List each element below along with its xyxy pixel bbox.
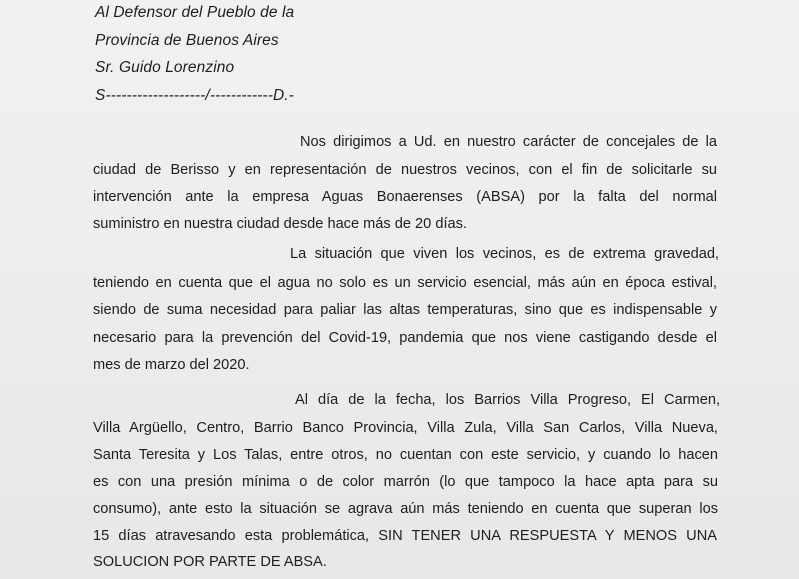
paragraph-2-line: teniendo en cuenta que el agua no solo es un servicio esencial, más aún en época estival,: [93, 275, 717, 291]
paragraph-3-line: SOLUCION POR PARTE DE ABSA.: [93, 554, 327, 570]
paragraph-3-line: Al día de la fecha, los Barrios Villa Progreso, El Carmen,: [295, 392, 720, 408]
paragraph-1-line: ciudad de Berisso y en representación de nuestros vecinos, con el fin de solicitarle su: [93, 162, 717, 178]
paragraph-2-line: necesario para la prevención del Covid-19, pandemia que nos viene castigando desde el: [93, 330, 717, 346]
paragraph-2-line: mes de marzo del 2020.: [93, 357, 250, 373]
addressee-line-2: Provincia de Buenos Aires: [95, 32, 279, 49]
paragraph-3-line: consumo), ante esto la situación se agrava aún más teniendo en cuenta que superan los: [93, 501, 718, 517]
addressee-line-1: Al Defensor del Pueblo de la: [95, 4, 295, 21]
paragraph-2-line: siendo de suma necesidad para paliar las altas temperaturas, sino que es indispensable y: [93, 302, 717, 318]
paragraph-3-line: Villa Argüello, Centro, Barrio Banco Provincia, Villa Zula, Villa San Carlos, Villa Nueva,: [93, 420, 718, 436]
addressee-line-4: S-------------------/------------D.-: [95, 87, 294, 104]
paragraph-1-line: Nos dirigimos a Ud. en nuestro carácter de concejales de la: [300, 134, 717, 150]
paragraph-1-line: intervención ante la empresa Aguas Bonaerenses (ABSA) por la falta del normal: [93, 189, 717, 205]
paragraph-2-line: La situación que viven los vecinos, es de extrema gravedad,: [290, 246, 719, 262]
paragraph-3-line: Santa Teresita y Los Talas, entre otros, no cuentan con este servicio, y cuando lo hacen: [93, 447, 718, 463]
paragraph-3-line: es con una presión mínima o de color marrón (lo que tampoco la hace apta para su: [93, 474, 718, 490]
paragraph-3-line: 15 días atravesando esta problemática, SIN TENER UNA RESPUESTA Y MENOS UNA: [93, 528, 717, 544]
paragraph-1-line: suministro en nuestra ciudad desde hace más de 20 días.: [93, 216, 467, 232]
addressee-line-3: Sr. Guido Lorenzino: [95, 59, 235, 76]
